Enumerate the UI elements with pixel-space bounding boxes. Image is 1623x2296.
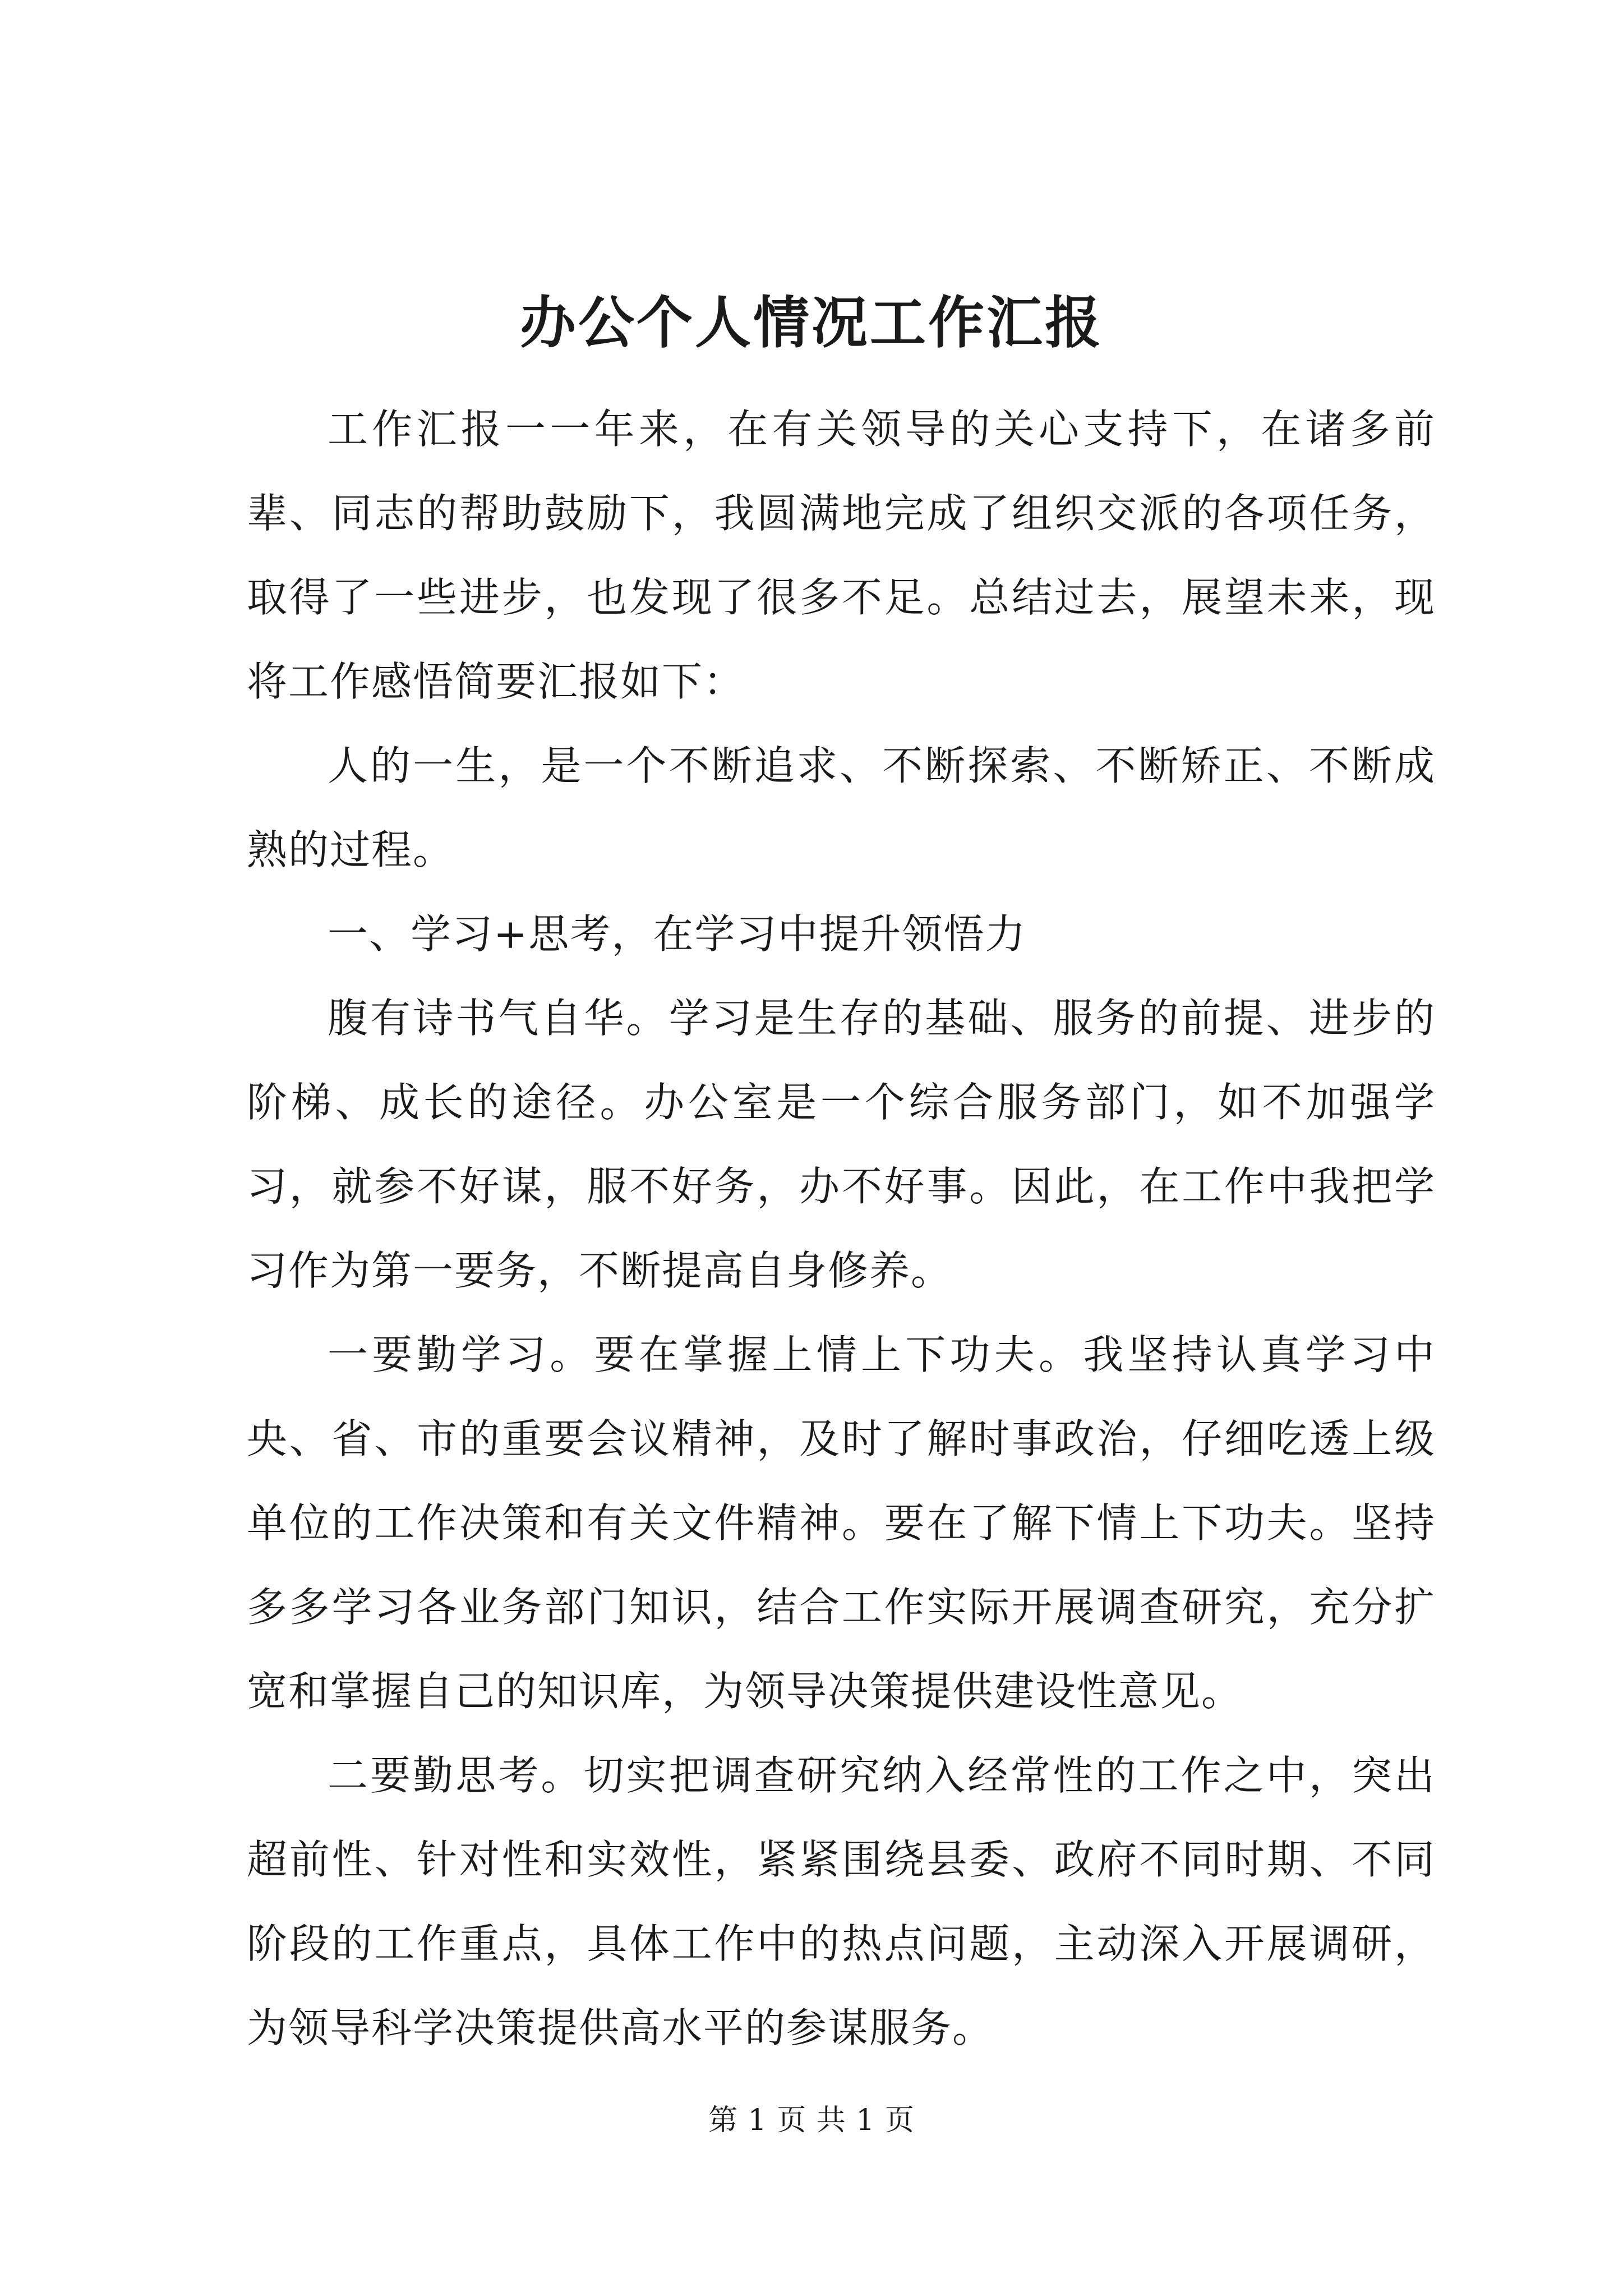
paragraph-life: 人的一生，是一个不断追求、不断探索、不断矫正、不断成熟的过程。 (247, 742, 1436, 873)
page-number-footer: 第 1 页 共 1 页 (708, 2104, 915, 2137)
document-title: 办公个人情况工作汇报 (520, 289, 1103, 356)
paragraph-diligent-study: 一要勤学习。要在掌握上情上下功夫。我坚持认真学习中央、省、市的重要会议精神，及时了解时事政治，仔细吃透上级单位的工作决策和有关文件精神。要在了解下情上下功夫。坚持多多学习各业务部门知识，结合工作实际开展调查研究，充分扩宽和掌握自己的知识库，为领导决策提供建设性意见。 (247, 1331, 1436, 1715)
section-heading-1: 一、学习+思考，在学习中提升领悟力 (328, 910, 1027, 958)
paragraph-intro: 工作汇报一一年来，在有关领导的关心支持下，在诸多前辈、同志的帮助鼓励下，我圆满地完成了组织交派的各项任务，取得了一些进步，也发现了很多不足。总结过去，展望未来，现将工作感悟简要汇报如下： (247, 406, 1436, 705)
document-body (247, 387, 1436, 2070)
paragraph-learning: 腹有诗书气自华。学习是生存的基础、服务的前提、进步的阶梯、成长的途径。办公室是一个综合服务部门，如不加强学习，就参不好谋，服不好务，办不好事。因此，在工作中我把学习作为第一要务，不断提高自身修养。 (247, 995, 1436, 1294)
paragraph-diligent-thinking: 二要勤思考。切实把调查研究纳入经常性的工作之中，突出超前性、针对性和实效性，紧紧围绕县委、政府不同时期、不同阶段的工作重点，具体工作中的热点问题，主动深入开展调研，为领导科学决策提供高水平的参谋服务。 (247, 1752, 1436, 2051)
